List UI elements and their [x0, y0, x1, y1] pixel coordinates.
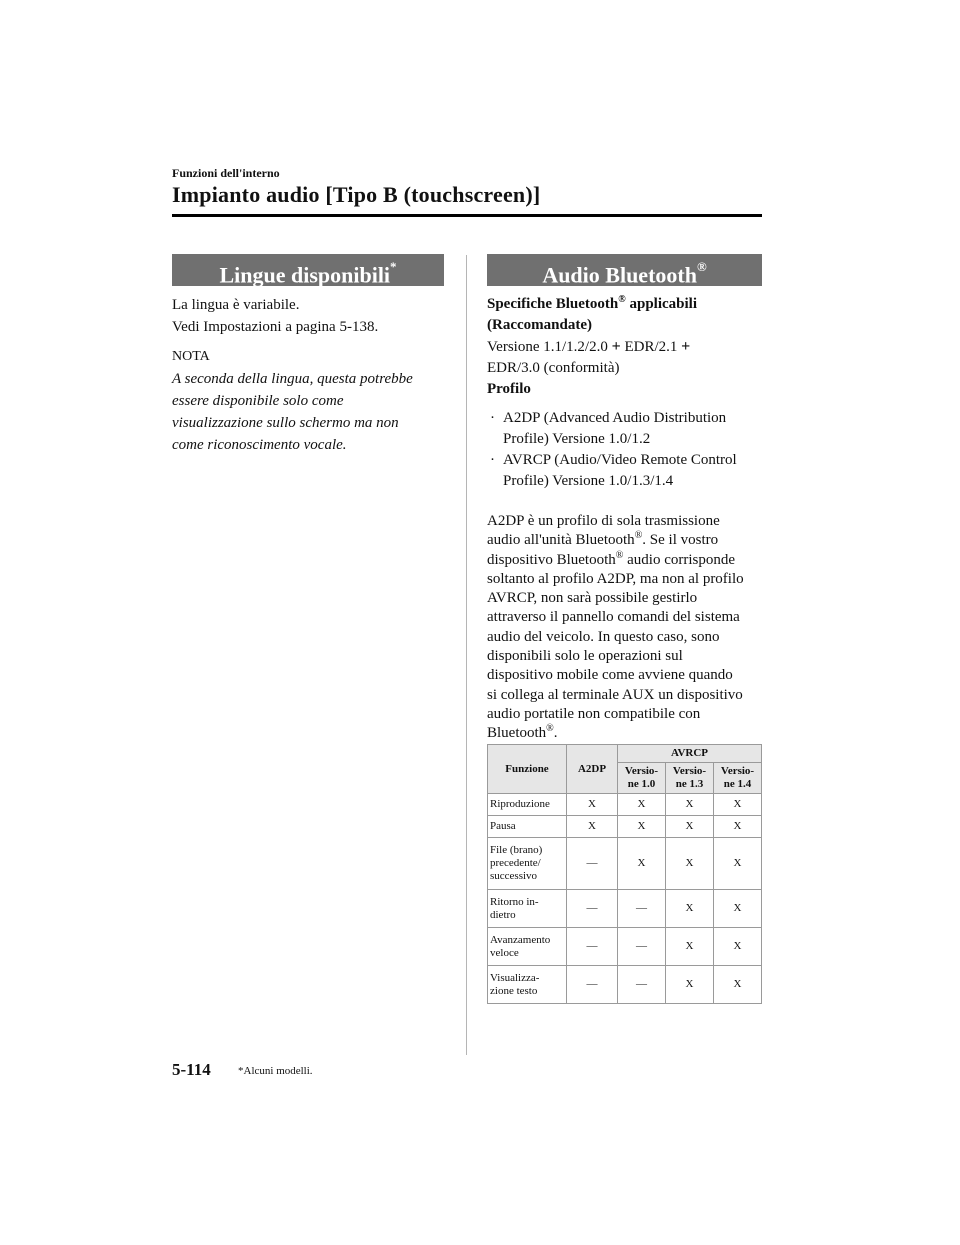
- nota-line: A seconda della lingua, questa potrebbe: [172, 371, 413, 387]
- nota-line: essere disponibile solo come: [172, 393, 344, 409]
- nota-label: NOTA: [172, 349, 210, 364]
- table-cell: X: [618, 838, 666, 890]
- table-cell: X: [666, 838, 714, 890]
- function-name: Avanzamento veloce: [488, 928, 567, 966]
- header-avrcp: AVRCP: [618, 745, 762, 763]
- plus-icon: +: [611, 338, 621, 355]
- header-version: Versio- ne 1.4: [714, 763, 762, 794]
- header-a2dp: A2DP: [567, 745, 618, 794]
- heading-text: Audio Bluetooth: [542, 262, 697, 288]
- table-cell: X: [714, 966, 762, 1004]
- table-cell: X: [714, 928, 762, 966]
- a2dp-paragraph: A2DP è un profilo di sola trasmissione audio all'unità Bluetooth®. Se il vostro dispositivo Bluetooth® audio corrisponde soltanto al profilo A2DP, ma non al profilo AVRCP, non sarà possibile gestirlo attraverso il pannello comandi del sistema audio del veicolo. In questo caso, sono disponibili solo le operazioni sul dispositivo mobile come avviene quando si collega al terminale AUX un dispositivo audio portatile non compatibile con Bluetooth®.: [487, 513, 744, 742]
- function-name: Visualizza- zione testo: [488, 966, 567, 1004]
- table-cell: X: [714, 816, 762, 838]
- header-version: Versio- ne 1.0: [618, 763, 666, 794]
- nota-line: come riconoscimento vocale.: [172, 437, 347, 453]
- list-item: · AVRCP (Audio/Video Remote Control Profile) Versione 1.0/1.3/1.4: [487, 450, 765, 492]
- table-row: [488, 966, 762, 1004]
- table-row: [488, 928, 762, 966]
- column-divider: [466, 255, 467, 1055]
- chapter-title: Impianto audio [Tipo B (touchscreen)]: [172, 182, 541, 207]
- function-name: File (brano) precedente/ successivo: [488, 838, 567, 890]
- heading-audio-bluetooth: [487, 254, 762, 286]
- function-name: Riproduzione: [488, 794, 567, 816]
- page-number: 5-114: [172, 1060, 211, 1079]
- table-cell: X: [666, 816, 714, 838]
- table-cell: X: [714, 890, 762, 928]
- footnote: *Alcuni modelli.: [238, 1065, 313, 1077]
- compatibility-table: [487, 744, 762, 1004]
- language-paragraph-2: Vedi Impostazioni a pagina 5-138.: [172, 319, 379, 335]
- table-cell: X: [666, 794, 714, 816]
- title-rule: [172, 214, 762, 217]
- list-item: · A2DP (Advanced Audio Distribution Profile) Versione 1.0/1.2: [487, 408, 765, 450]
- table-cell: —: [618, 890, 666, 928]
- function-name: Pausa: [488, 816, 567, 838]
- table-row: [488, 838, 762, 890]
- table-row: [488, 794, 762, 816]
- registered-mark: ®: [696, 259, 707, 274]
- profile-list: [487, 408, 765, 492]
- table-cell: X: [714, 794, 762, 816]
- table-cell: —: [567, 928, 618, 966]
- spec-title: Specifiche Bluetooth® applicabili: [487, 294, 698, 312]
- function-name: Ritorno in- dietro: [488, 890, 567, 928]
- spec-subtitle: (Raccomandate): [487, 317, 592, 333]
- table-cell: —: [567, 838, 618, 890]
- table-row: [488, 890, 762, 928]
- table-cell: X: [714, 838, 762, 890]
- profile-title: Profilo: [487, 381, 531, 397]
- version-line: EDR/3.0 (conformità): [487, 360, 620, 376]
- table-cell: X: [567, 816, 618, 838]
- version-line: Versione 1.1/1.2/2.0 + EDR/2.1 +: [487, 338, 691, 355]
- table-cell: X: [666, 966, 714, 1004]
- table-cell: —: [618, 966, 666, 1004]
- table-cell: X: [618, 816, 666, 838]
- table-cell: X: [567, 794, 618, 816]
- header-version: Versio- ne 1.3: [666, 763, 714, 794]
- header-funzione: Funzione: [488, 745, 567, 794]
- table-row: [488, 816, 762, 838]
- asterisk-mark: *: [390, 259, 397, 274]
- language-paragraph-1: La lingua è variabile.: [172, 297, 300, 313]
- table-cell: X: [618, 794, 666, 816]
- heading-text: Lingue disponibili: [219, 262, 391, 288]
- plus-icon: +: [681, 338, 691, 355]
- table-cell: —: [567, 890, 618, 928]
- right-column: [487, 294, 765, 744]
- heading-lingue-disponibili: [172, 254, 444, 286]
- table-cell: X: [666, 890, 714, 928]
- table-cell: X: [666, 928, 714, 966]
- nota-line: visualizzazione sullo schermo ma non: [172, 415, 399, 431]
- table-cell: —: [567, 966, 618, 1004]
- section-label: Funzioni dell'interno: [172, 166, 280, 180]
- table-cell: —: [618, 928, 666, 966]
- left-column: [172, 294, 444, 456]
